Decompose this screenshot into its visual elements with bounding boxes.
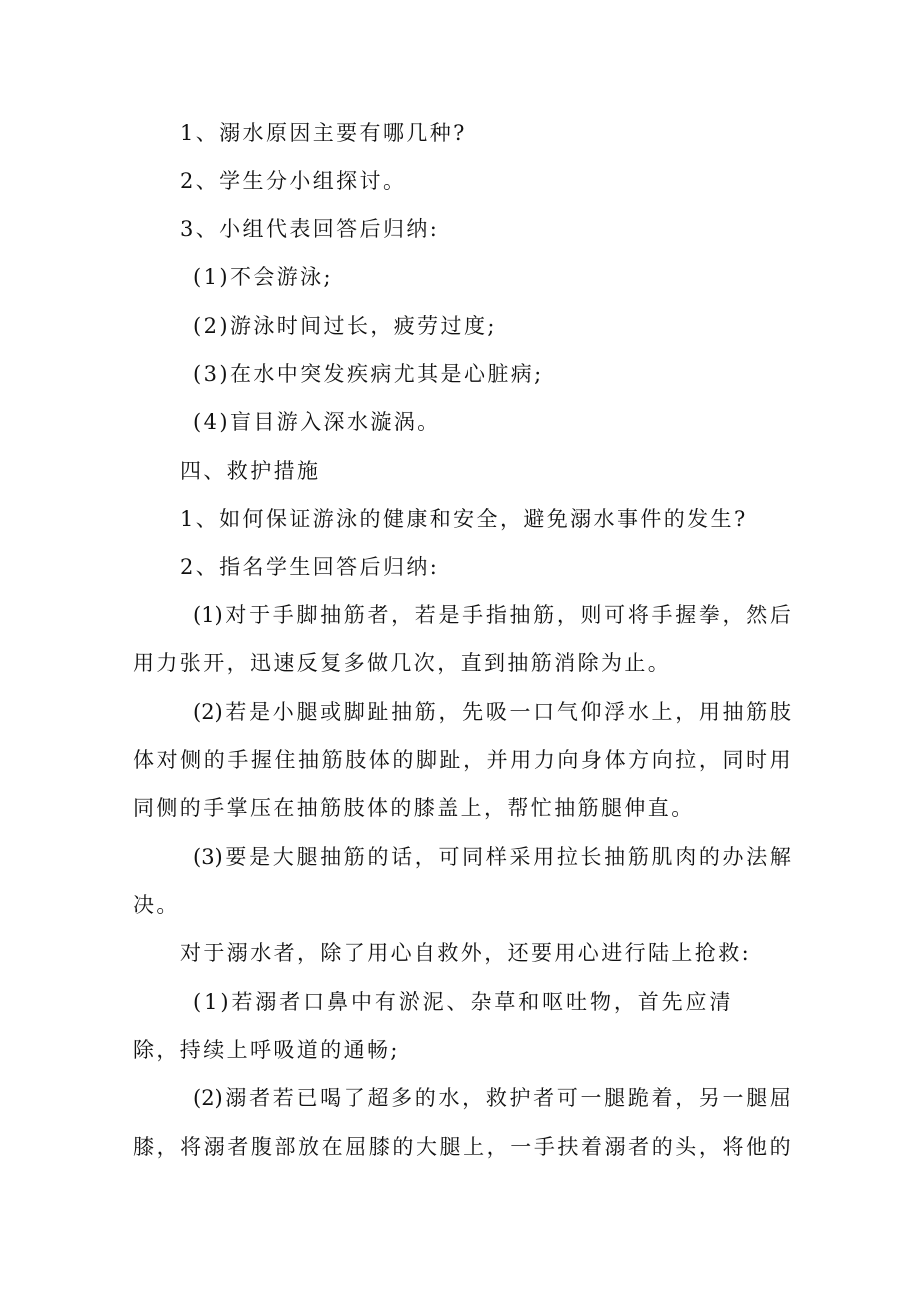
text-glyph: 用 [769, 748, 791, 772]
text-line: 1、如何保证游泳的健康和安全，避免溺水事件的发生? [180, 507, 748, 531]
text-glyph: 力 [533, 748, 555, 772]
text-glyph: 肌 [651, 845, 673, 869]
text-glyph: 腹 [250, 1135, 272, 1159]
text-glyph: 放 [298, 1135, 320, 1159]
text-glyph: 若 [225, 700, 247, 724]
text-glyph: 同 [462, 845, 484, 869]
text-line: (3)在水中突发疾病尤其是心脏病; [193, 362, 544, 386]
text-glyph: 一 [722, 1086, 744, 1110]
text-glyph: 办 [722, 845, 744, 869]
text-line: 1、溺水原因主要有哪几种? [180, 121, 467, 145]
text-glyph: 一 [580, 1086, 602, 1110]
text-glyph: 在 [321, 1135, 343, 1159]
text-line-justified [133, 745, 791, 775]
text-glyph: 或 [320, 700, 342, 724]
text-glyph: 的 [414, 1086, 436, 1110]
text-glyph: 向 [557, 748, 579, 772]
text-glyph: 已 [296, 1086, 318, 1110]
text-glyph: 大 [415, 1135, 437, 1159]
text-line-justified [133, 1132, 791, 1162]
text-glyph: 样 [485, 845, 507, 869]
text-glyph: 则 [580, 603, 602, 627]
text-glyph: 屈 [769, 1086, 791, 1110]
text-glyph: 浮 [604, 700, 626, 724]
text-glyph: 喝 [320, 1086, 342, 1110]
text-line: 2、学生分小组探讨。 [180, 169, 407, 193]
text-glyph: 将 [722, 1135, 744, 1159]
text-glyph: 抽 [604, 845, 626, 869]
text-glyph: 然 [746, 603, 768, 627]
text-line-justified [193, 842, 791, 872]
text-glyph: 若 [272, 1086, 294, 1110]
text-glyph: 采 [509, 845, 531, 869]
text-glyph: ， [556, 603, 578, 627]
text-glyph: 小 [272, 700, 294, 724]
text-glyph: 筋 [533, 603, 555, 627]
text-line: 3、小组代表回答后归纳: [180, 217, 440, 241]
text-glyph: ， [486, 1135, 508, 1159]
text-line-justified [193, 1083, 791, 1113]
text-glyph: 溺 [604, 1135, 626, 1159]
text-glyph: 仰 [580, 700, 602, 724]
text-glyph: 上 [651, 700, 673, 724]
text-glyph: 部 [274, 1135, 296, 1159]
text-glyph: 者 [227, 1135, 249, 1159]
text-glyph: 护 [509, 1086, 531, 1110]
text-glyph: 筋 [414, 700, 436, 724]
text-glyph: ， [391, 603, 413, 627]
text-glyph: 膝 [368, 1135, 390, 1159]
text-glyph: 同 [722, 748, 744, 772]
text-glyph: 抽 [320, 845, 342, 869]
text-glyph: 屈 [345, 1135, 367, 1159]
text-glyph: 将 [627, 603, 649, 627]
text-glyph: 对 [156, 748, 178, 772]
text-glyph: 一 [509, 700, 531, 724]
text-glyph: ， [414, 845, 436, 869]
text-glyph: (1) [193, 603, 223, 627]
text-glyph: 筋 [627, 845, 649, 869]
text-glyph: 溺 [225, 1086, 247, 1110]
text-glyph: 解 [769, 845, 791, 869]
text-line: 对于溺水者，除了用心自救外，还要用心进行陆上抢救: [180, 941, 752, 965]
text-line: 用力张开，迅速反复多做几次，直到抽筋消除为止。 [133, 651, 672, 675]
text-glyph: 指 [485, 603, 507, 627]
text-glyph: 救 [485, 1086, 507, 1110]
text-glyph: 者 [367, 603, 389, 627]
text-glyph: 侧 [180, 748, 202, 772]
text-glyph: ， [722, 603, 744, 627]
text-glyph: 肢 [769, 700, 791, 724]
text-glyph: 手 [272, 603, 294, 627]
text-glyph: 抽 [298, 748, 320, 772]
text-glyph: 大 [272, 845, 294, 869]
text-glyph: 住 [274, 748, 296, 772]
text-glyph: 者 [249, 1086, 271, 1110]
text-glyph: 的 [769, 1135, 791, 1159]
text-glyph: 手 [651, 603, 673, 627]
text-glyph: ， [698, 748, 720, 772]
section-heading: 四、救护措施 [180, 459, 321, 483]
text-glyph: 扶 [557, 1135, 579, 1159]
text-glyph: 可 [556, 1086, 578, 1110]
text-glyph: 溺 [203, 1135, 225, 1159]
text-glyph: 用 [698, 700, 720, 724]
text-glyph: 后 [769, 603, 791, 627]
text-glyph: 他 [746, 1135, 768, 1159]
text-glyph: 的 [367, 845, 389, 869]
text-glyph: 脚 [415, 748, 437, 772]
text-glyph: 吸 [485, 700, 507, 724]
text-glyph: 水 [627, 700, 649, 724]
text-glyph: ， [675, 1086, 697, 1110]
text-glyph: 的 [203, 748, 225, 772]
text-glyph: 一 [510, 1135, 532, 1159]
text-glyph: 拉 [675, 748, 697, 772]
text-glyph: 体 [368, 748, 390, 772]
text-glyph: 用 [510, 748, 532, 772]
text-glyph: 体 [133, 748, 154, 772]
text-glyph: 的 [651, 1135, 673, 1159]
text-line-justified [193, 697, 791, 727]
text-glyph: 于 [249, 603, 271, 627]
text-glyph: 的 [392, 1135, 414, 1159]
text-glyph: 并 [486, 748, 508, 772]
text-glyph: 是 [249, 700, 271, 724]
text-glyph: 者 [628, 1135, 650, 1159]
text-glyph: 腿 [746, 1086, 768, 1110]
text-glyph: 多 [391, 1086, 413, 1110]
text-line: (2)游泳时间过长，疲劳过度; [193, 314, 497, 338]
text-glyph: 先 [462, 700, 484, 724]
text-glyph: ， [675, 700, 697, 724]
text-glyph: 方 [628, 748, 650, 772]
text-glyph: 用 [533, 845, 555, 869]
text-glyph: 趾 [439, 748, 461, 772]
text-glyph: 超 [367, 1086, 389, 1110]
text-glyph: 可 [438, 845, 460, 869]
text-glyph: 气 [556, 700, 578, 724]
text-glyph: 另 [698, 1086, 720, 1110]
text-glyph: 将 [180, 1135, 202, 1159]
text-glyph: 上 [463, 1135, 485, 1159]
text-glyph: 对 [225, 603, 247, 627]
text-glyph: 拉 [556, 845, 578, 869]
text-glyph: 可 [604, 603, 626, 627]
text-glyph: 水 [438, 1086, 460, 1110]
text-glyph: 了 [343, 1086, 365, 1110]
text-glyph: 筋 [343, 845, 365, 869]
text-glyph: 脚 [296, 603, 318, 627]
text-glyph: 着 [651, 1086, 673, 1110]
text-glyph: 脚 [343, 700, 365, 724]
text-glyph: 抽 [722, 700, 744, 724]
text-line: (1)若溺者口鼻中有淤泥、杂草和呕吐物，首先应清 [193, 990, 734, 1014]
text-glyph: 法 [746, 845, 768, 869]
text-glyph: 手 [227, 748, 249, 772]
text-glyph: ， [698, 1135, 720, 1159]
text-glyph: 腿 [604, 1086, 626, 1110]
text-glyph: 是 [438, 603, 460, 627]
text-glyph: 握 [675, 603, 697, 627]
text-glyph: 手 [533, 1135, 555, 1159]
text-glyph: 腿 [296, 700, 318, 724]
text-glyph: 者 [533, 1086, 555, 1110]
text-line: 2、指名学生回答后归纳: [180, 555, 440, 579]
text-line: 除，持续上呼吸道的通畅; [133, 1038, 400, 1062]
text-glyph: ， [463, 748, 485, 772]
text-glyph: ， [462, 1086, 484, 1110]
text-glyph: 抽 [320, 603, 342, 627]
text-glyph: 要 [225, 845, 247, 869]
text-glyph: 是 [249, 845, 271, 869]
text-glyph: 拳 [698, 603, 720, 627]
text-glyph: 口 [533, 700, 555, 724]
text-glyph: 体 [604, 748, 626, 772]
text-glyph: 抽 [391, 700, 413, 724]
text-glyph: (2) [193, 1086, 223, 1110]
text-glyph: 腿 [296, 845, 318, 869]
text-glyph: 头 [675, 1135, 697, 1159]
text-glyph: (3) [193, 845, 223, 869]
text-glyph: 腿 [439, 1135, 461, 1159]
text-glyph: (2) [193, 700, 223, 724]
text-glyph: 手 [462, 603, 484, 627]
text-glyph: 筋 [321, 748, 343, 772]
text-glyph: 筋 [746, 700, 768, 724]
text-glyph: ， [438, 700, 460, 724]
text-glyph: 跪 [627, 1086, 649, 1110]
text-line-justified [193, 600, 791, 630]
text-glyph: 握 [250, 748, 272, 772]
text-glyph: 话 [391, 845, 413, 869]
text-line: 决。 [133, 893, 180, 917]
text-line: (1)不会游泳; [193, 265, 334, 289]
text-line: 同侧的手掌压在抽筋肢体的膝盖上，帮忙抽筋腿伸直。 [133, 796, 695, 820]
text-glyph: 时 [746, 748, 768, 772]
text-glyph: 的 [698, 845, 720, 869]
text-glyph: 抽 [509, 603, 531, 627]
text-glyph: ， [156, 1135, 178, 1159]
text-glyph: 向 [651, 748, 673, 772]
text-glyph: 肢 [345, 748, 367, 772]
text-glyph: 的 [392, 748, 414, 772]
text-glyph: 筋 [343, 603, 365, 627]
text-glyph: 趾 [367, 700, 389, 724]
text-glyph: 膝 [133, 1135, 154, 1159]
text-line: (4)盲目游入深水漩涡。 [193, 410, 441, 434]
text-glyph: 若 [414, 603, 436, 627]
text-glyph: 肉 [675, 845, 697, 869]
text-glyph: 身 [580, 748, 602, 772]
text-glyph: 长 [580, 845, 602, 869]
text-glyph: 着 [580, 1135, 602, 1159]
